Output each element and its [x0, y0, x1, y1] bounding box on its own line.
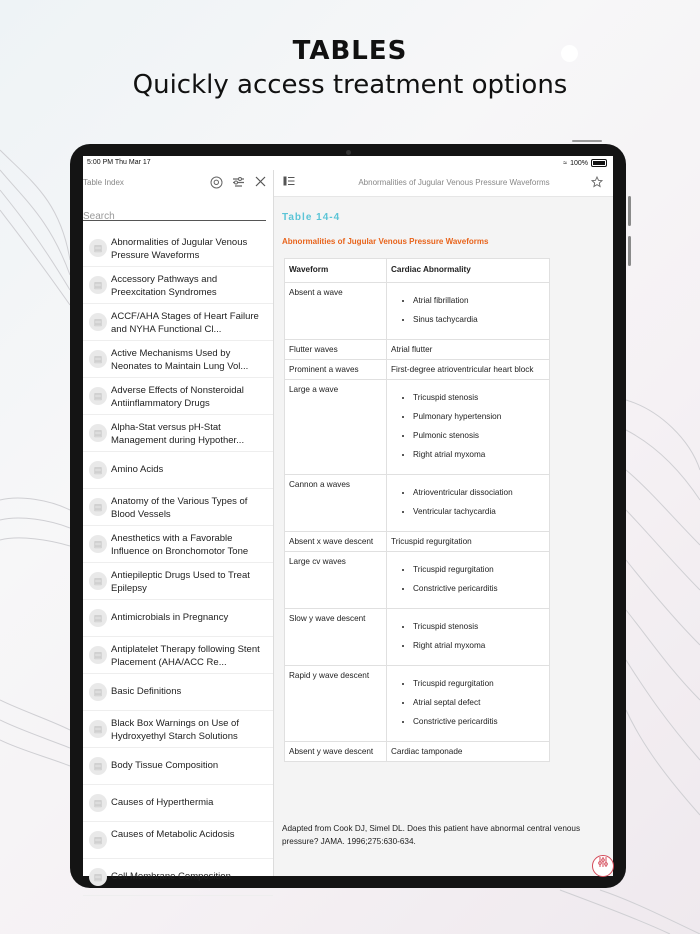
- sidebar-item-label: Amino Acids: [111, 464, 164, 475]
- sidebar-item[interactable]: [83, 526, 273, 563]
- table-icon: ▤: [89, 683, 107, 701]
- table-row: [285, 283, 550, 340]
- decorative-dot: [561, 45, 578, 62]
- column-header-abnormality: Cardiac Abnormality: [387, 259, 550, 283]
- sidebar-item[interactable]: [83, 489, 273, 526]
- sidebar-item[interactable]: [83, 563, 273, 600]
- abnormality-item: • Constrictive pericarditis: [413, 584, 545, 593]
- sidebar-title: Table Index: [83, 178, 124, 187]
- sidebar-item[interactable]: [83, 378, 273, 415]
- table-icon: ▤: [89, 720, 107, 738]
- abnormality-item: • Tricuspid stenosis: [413, 393, 545, 402]
- waveform-cell: Absent a wave: [285, 283, 387, 340]
- table-detail-pane: [274, 170, 613, 876]
- power-button: [572, 140, 602, 142]
- sidebar-item-label: Cell Membrane Composition: [111, 871, 231, 882]
- filter-icon[interactable]: [231, 176, 245, 190]
- table-row: [285, 552, 550, 609]
- sidebar-item[interactable]: [83, 674, 273, 711]
- abnormality-item: • Tricuspid regurgitation: [413, 679, 545, 688]
- sidebar-item-label: Abnormalities of Jugular Venous Pressure Waveforms: [111, 237, 248, 261]
- sidebar-item[interactable]: [83, 600, 273, 637]
- abnormality-cell: [387, 475, 550, 532]
- table-row: [285, 609, 550, 666]
- table-icon: ▤: [89, 313, 107, 331]
- table-icon: ▤: [89, 498, 107, 516]
- table-number: Table 14-4: [282, 212, 341, 223]
- sidebar-item-label: Antimicrobials in Pregnancy: [111, 612, 229, 623]
- status-time: 5:00 PM Thu Mar 17: [87, 159, 151, 166]
- table-row: [285, 360, 550, 380]
- table-icon: ▤: [89, 831, 107, 849]
- table-icon: ▤: [89, 424, 107, 442]
- search-field: [83, 206, 266, 221]
- abnormality-cell: [387, 609, 550, 666]
- waveform-cell: Flutter waves: [285, 340, 387, 360]
- sidebar-item[interactable]: [83, 859, 273, 896]
- abnormality-cell: [387, 380, 550, 475]
- abnormality-cell: Cardiac tamponade: [387, 742, 550, 762]
- sidebar-item-label: Anatomy of the Various Types of Blood Vessels: [111, 496, 248, 520]
- table-row: [285, 380, 550, 475]
- sidebar-item[interactable]: [83, 267, 273, 304]
- status-bar: [83, 156, 613, 170]
- waveform-cell: Large cv waves: [285, 552, 387, 609]
- battery-level: 100%: [570, 159, 588, 167]
- abnormality-item: • Pulmonic stenosis: [413, 431, 545, 440]
- sidebar-item[interactable]: [83, 230, 273, 267]
- abnormality-cell: Atrial flutter: [387, 340, 550, 360]
- sidebar-item-label: Black Box Warnings on Use of Hydroxyethyl Starch Solutions: [111, 718, 239, 742]
- abnormality-item: • Atrioventricular dissociation: [413, 488, 545, 497]
- sidebar-item[interactable]: [83, 304, 273, 341]
- table-row: [285, 742, 550, 762]
- sidebar-item-label: ACCF/AHA Stages of Heart Failure and NYHA Functional Cl...: [111, 311, 259, 335]
- table-icon: ▤: [89, 535, 107, 553]
- table-icon: ▤: [89, 868, 107, 886]
- search-input[interactable]: [83, 211, 263, 222]
- close-icon[interactable]: [253, 176, 267, 190]
- settings-sliders-button[interactable]: [592, 855, 614, 877]
- sidebar-item-label: Antiepileptic Drugs Used to Treat Epilepsy: [111, 570, 250, 594]
- abnormality-cell: Tricuspid regurgitation: [387, 532, 550, 552]
- table-icon: ▤: [89, 276, 107, 294]
- waveform-cell: Absent y wave descent: [285, 742, 387, 762]
- sidebar-item[interactable]: [83, 748, 273, 785]
- sidebar-item[interactable]: [83, 452, 273, 489]
- table-icon: ▤: [89, 646, 107, 664]
- waveform-table: [284, 258, 550, 762]
- content-header-title: Abnormalities of Jugular Venous Pressure Waveforms: [358, 178, 550, 187]
- table-list: [83, 230, 273, 896]
- waveform-cell: Large a wave: [285, 380, 387, 475]
- volume-up-button: [628, 196, 631, 226]
- abnormality-cell: [387, 552, 550, 609]
- table-row: [285, 475, 550, 532]
- sidebar-item-label: Active Mechanisms Used by Neonates to Maintain Lung Vol...: [111, 348, 249, 372]
- sidebar-item[interactable]: [83, 785, 273, 822]
- abnormality-cell: [387, 283, 550, 340]
- table-index-sidebar: [83, 170, 274, 882]
- sidebar-item-label: Body Tissue Composition: [111, 760, 219, 771]
- table-icon: ▤: [89, 387, 107, 405]
- abnormality-item: • Pulmonary hypertension: [413, 412, 545, 421]
- sidebar-header: [83, 170, 273, 196]
- sidebar-item[interactable]: [83, 415, 273, 452]
- abnormality-cell: [387, 666, 550, 742]
- table-icon: ▤: [89, 350, 107, 368]
- sidebar-item[interactable]: [83, 637, 273, 674]
- hero-title: TABLES: [292, 36, 408, 66]
- table-icon: ▤: [89, 794, 107, 812]
- table-caption: Abnormalities of Jugular Venous Pressure Waveforms: [282, 237, 489, 246]
- waveform-cell: Prominent a waves: [285, 360, 387, 380]
- table-row: [285, 532, 550, 552]
- abnormality-cell: First-degree atrioventricular heart block: [387, 360, 550, 380]
- table-icon: ▤: [89, 757, 107, 775]
- table-footnote: Adapted from Cook DJ, Simel DL. Does this patient have abnormal central venous pressure? JAMA. 1996;275:630-634.: [282, 824, 581, 846]
- abnormality-item: • Tricuspid regurgitation: [413, 565, 545, 574]
- table-icon: ▤: [89, 572, 107, 590]
- waveform-cell: Slow y wave descent: [285, 609, 387, 666]
- battery-icon: [591, 159, 607, 167]
- table-icon: ▤: [89, 461, 107, 479]
- abnormality-item: • Ventricular tachycardia: [413, 507, 545, 516]
- content-header: [274, 170, 613, 197]
- wifi-icon: ≈: [563, 159, 568, 167]
- waveform-cell: Absent x wave descent: [285, 532, 387, 552]
- sidebar-item-label: Anesthetics with a Favorable Influence on Bronchomotor Tone: [111, 533, 249, 557]
- sidebar-item-label: Causes of Hyperthermia: [111, 797, 214, 808]
- volume-down-button: [628, 236, 631, 266]
- sidebar-toggle-icon[interactable]: [282, 176, 296, 190]
- abnormality-item: • Tricuspid stenosis: [413, 622, 545, 631]
- sidebar-item-label: Antiplatelet Therapy following Stent Placement (AHA/ACC Re...: [111, 644, 260, 668]
- app-screen: [83, 156, 613, 882]
- sidebar-item-label: Adverse Effects of Nonsteroidal Antiinflammatory Drugs: [111, 385, 244, 409]
- sidebar-item-label: Alpha-Stat versus pH-Stat Management during Hypother...: [111, 422, 245, 446]
- abnormality-item: • Right atrial myxoma: [413, 450, 545, 459]
- front-camera: [346, 150, 351, 155]
- abnormality-item: • Atrial septal defect: [413, 698, 545, 707]
- abnormality-item: • Right atrial myxoma: [413, 641, 545, 650]
- sidebar-item[interactable]: [83, 822, 273, 859]
- table-icon: ▤: [89, 239, 107, 257]
- column-header-waveform: Waveform: [285, 259, 387, 283]
- abnormality-item: • Constrictive pericarditis: [413, 717, 545, 726]
- waveform-cell: Rapid y wave descent: [285, 666, 387, 742]
- sidebar-item[interactable]: [83, 341, 273, 378]
- favorite-star-icon[interactable]: [590, 176, 604, 190]
- waveform-cell: Cannon a waves: [285, 475, 387, 532]
- sidebar-item-label: Causes of Metabolic Acidosis: [111, 829, 235, 840]
- table-row: [285, 340, 550, 360]
- status-battery: [563, 159, 607, 167]
- abnormality-item: • Atrial fibrillation: [413, 296, 545, 305]
- sidebar-item-label: Accessory Pathways and Preexcitation Syndromes: [111, 274, 218, 298]
- abnormality-item: • Sinus tachycardia: [413, 315, 545, 324]
- table-icon: ▤: [89, 609, 107, 627]
- sidebar-item[interactable]: [83, 711, 273, 748]
- hero-subtitle: Quickly access treatment options: [132, 70, 568, 100]
- table-row: [285, 666, 550, 742]
- sidebar-item-label: Basic Definitions: [111, 686, 182, 697]
- search-icon[interactable]: [209, 176, 223, 190]
